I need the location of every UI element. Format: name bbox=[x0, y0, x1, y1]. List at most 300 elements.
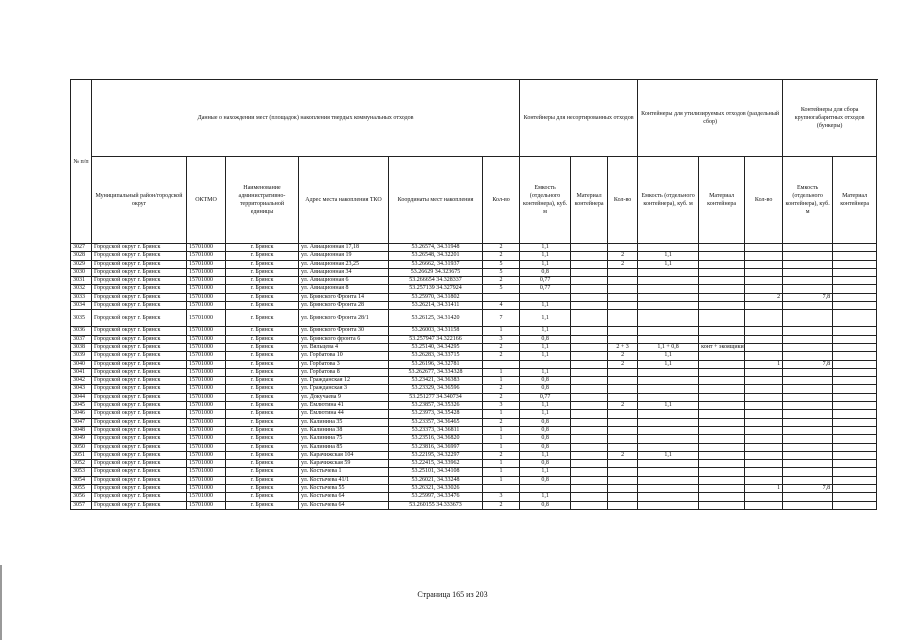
table-row bbox=[71, 393, 877, 401]
cell-material-unsorted bbox=[571, 285, 608, 293]
cell-qty-unsorted: 2 bbox=[483, 277, 520, 285]
cell-material-unsorted bbox=[571, 460, 608, 468]
cell-territory: г. Брянск bbox=[226, 501, 299, 509]
cell-volume-separate bbox=[638, 393, 699, 401]
cell-material-unsorted bbox=[571, 435, 608, 443]
header-row-no: № п/п bbox=[71, 80, 92, 244]
cell-district: Городской округ г. Брянск bbox=[92, 410, 187, 418]
cell-volume-bulky bbox=[783, 385, 833, 393]
cell-coordinates: 53.251277 34.340734 bbox=[389, 393, 483, 401]
cell-material-bulky bbox=[833, 360, 877, 368]
table-row bbox=[71, 368, 877, 376]
cell-volume-unsorted: 0,77 bbox=[520, 277, 571, 285]
cell-material-bulky bbox=[833, 410, 877, 418]
cell-material-bulky bbox=[833, 260, 877, 268]
cell-qty-unsorted: 5 bbox=[483, 285, 520, 293]
cell-material-unsorted bbox=[571, 352, 608, 360]
cell-oktmo: 15701000 bbox=[187, 418, 226, 426]
cell-row-number: 3038 bbox=[71, 343, 92, 351]
table-row bbox=[71, 435, 877, 443]
cell-address: ул. Брянского Фронта 28 bbox=[299, 302, 389, 310]
cell-address: ул. Калинина 35 bbox=[299, 418, 389, 426]
cell-volume-unsorted: 0,8 bbox=[520, 385, 571, 393]
cell-address: ул. Горбатова 10 bbox=[299, 352, 389, 360]
cell-row-number: 3027 bbox=[71, 244, 92, 252]
cell-district: Городской округ г. Брянск bbox=[92, 443, 187, 451]
cell-material-bulky bbox=[833, 402, 877, 410]
cell-material-unsorted bbox=[571, 360, 608, 368]
cell-territory: г. Брянск bbox=[226, 268, 299, 276]
table-row bbox=[71, 252, 877, 260]
cell-qty-unsorted: 2 bbox=[483, 501, 520, 509]
table-row bbox=[71, 501, 877, 509]
cell-district: Городской округ г. Брянск bbox=[92, 468, 187, 476]
cell-qty-unsorted: 2 bbox=[483, 244, 520, 252]
cell-volume-bulky bbox=[783, 426, 833, 434]
table-row bbox=[71, 410, 877, 418]
cell-volume-separate bbox=[638, 501, 699, 509]
cell-material-bulky bbox=[833, 501, 877, 509]
cell-qty-bulky bbox=[745, 435, 783, 443]
cell-volume-bulky bbox=[783, 377, 833, 385]
cell-qty-separate bbox=[608, 335, 638, 343]
cell-qty-unsorted: 2 bbox=[483, 451, 520, 459]
cell-row-number: 3041 bbox=[71, 368, 92, 376]
cell-coordinates: 53.23329, 34.36596 bbox=[389, 385, 483, 393]
cell-row-number: 3054 bbox=[71, 476, 92, 484]
cell-address: ул. Докучаева 9 bbox=[299, 393, 389, 401]
cell-coordinates: 53.26548, 34.32201 bbox=[389, 252, 483, 260]
cell-volume-separate bbox=[638, 268, 699, 276]
cell-oktmo: 15701000 bbox=[187, 451, 226, 459]
cell-material-separate: конт + экоящики bbox=[699, 343, 745, 351]
cell-address: ул. Брянского фронта 6 bbox=[299, 335, 389, 343]
cell-volume-unsorted: 1,1 bbox=[520, 451, 571, 459]
cell-material-unsorted bbox=[571, 252, 608, 260]
cell-oktmo: 15701000 bbox=[187, 493, 226, 501]
cell-material-separate bbox=[699, 468, 745, 476]
cell-row-number: 3044 bbox=[71, 393, 92, 401]
cell-qty-separate bbox=[608, 377, 638, 385]
cell-coordinates: 53.25140, 34.34295 bbox=[389, 343, 483, 351]
cell-qty-unsorted bbox=[483, 485, 520, 493]
cell-material-unsorted bbox=[571, 310, 608, 327]
cell-volume-bulky bbox=[783, 277, 833, 285]
cell-volume-bulky bbox=[783, 451, 833, 459]
cell-coordinates: 53.23816, 34.36997 bbox=[389, 443, 483, 451]
cell-material-unsorted bbox=[571, 501, 608, 509]
cell-coordinates: 53.26125, 34.31420 bbox=[389, 310, 483, 327]
cell-volume-bulky: 7,8 bbox=[783, 485, 833, 493]
cell-territory: г. Брянск bbox=[226, 352, 299, 360]
cell-coordinates: 53.26629 34.323675 bbox=[389, 268, 483, 276]
cell-qty-separate bbox=[608, 418, 638, 426]
cell-volume-bulky bbox=[783, 368, 833, 376]
cell-territory: г. Брянск bbox=[226, 377, 299, 385]
cell-qty-separate: 2 bbox=[608, 360, 638, 368]
cell-oktmo: 15701000 bbox=[187, 443, 226, 451]
cell-row-number: 3036 bbox=[71, 327, 92, 335]
cell-oktmo: 15701000 bbox=[187, 426, 226, 434]
cell-qty-bulky bbox=[745, 368, 783, 376]
cell-qty-unsorted: 2 bbox=[483, 252, 520, 260]
header-volume-separate: Емкость (отдельного контейнера), куб. м bbox=[638, 157, 699, 244]
cell-volume-bulky bbox=[783, 493, 833, 501]
cell-material-unsorted bbox=[571, 260, 608, 268]
cell-oktmo: 15701000 bbox=[187, 327, 226, 335]
cell-material-unsorted bbox=[571, 451, 608, 459]
cell-material-separate bbox=[699, 485, 745, 493]
cell-qty-separate bbox=[608, 244, 638, 252]
cell-district: Городской округ г. Брянск bbox=[92, 493, 187, 501]
cell-territory: г. Брянск bbox=[226, 485, 299, 493]
cell-qty-bulky bbox=[745, 268, 783, 276]
cell-coordinates: 53.26003, 34.31158 bbox=[389, 327, 483, 335]
cell-oktmo: 15701000 bbox=[187, 435, 226, 443]
cell-volume-bulky bbox=[783, 460, 833, 468]
cell-territory: г. Брянск bbox=[226, 426, 299, 434]
cell-material-bulky bbox=[833, 435, 877, 443]
cell-district: Городской округ г. Брянск bbox=[92, 302, 187, 310]
cell-volume-separate bbox=[638, 476, 699, 484]
cell-volume-separate bbox=[638, 277, 699, 285]
cell-qty-unsorted: 7 bbox=[483, 310, 520, 327]
cell-material-separate bbox=[699, 285, 745, 293]
cell-address: ул. Гражданская 12 bbox=[299, 377, 389, 385]
table-header-row-1 bbox=[71, 80, 877, 157]
cell-qty-bulky bbox=[745, 377, 783, 385]
cell-qty-unsorted: 1 bbox=[483, 377, 520, 385]
cell-oktmo: 15701000 bbox=[187, 468, 226, 476]
cell-coordinates: 53.26021, 34.33248 bbox=[389, 476, 483, 484]
cell-material-bulky bbox=[833, 368, 877, 376]
header-volume-unsorted: Емкость (отдельного контейнера), куб. м bbox=[520, 157, 571, 244]
cell-oktmo: 15701000 bbox=[187, 402, 226, 410]
cell-material-separate bbox=[699, 244, 745, 252]
table-row bbox=[71, 402, 877, 410]
cell-row-number: 3030 bbox=[71, 268, 92, 276]
cell-qty-bulky bbox=[745, 451, 783, 459]
cell-qty-separate bbox=[608, 285, 638, 293]
header-coordinates: Координаты мест накопления bbox=[389, 157, 483, 244]
cell-address: ул. Костычева 41/1 bbox=[299, 476, 389, 484]
cell-material-separate bbox=[699, 252, 745, 260]
cell-volume-separate bbox=[638, 293, 699, 301]
cell-volume-separate bbox=[638, 327, 699, 335]
cell-material-unsorted bbox=[571, 493, 608, 501]
cell-volume-separate bbox=[638, 335, 699, 343]
cell-qty-separate: 2 bbox=[608, 260, 638, 268]
cell-qty-unsorted bbox=[483, 360, 520, 368]
cell-material-unsorted bbox=[571, 410, 608, 418]
cell-material-separate bbox=[699, 310, 745, 327]
cell-qty-separate bbox=[608, 268, 638, 276]
cell-coordinates: 53.26214, 34.31411 bbox=[389, 302, 483, 310]
cell-material-unsorted bbox=[571, 485, 608, 493]
cell-volume-separate bbox=[638, 377, 699, 385]
cell-material-unsorted bbox=[571, 368, 608, 376]
cell-material-bulky bbox=[833, 476, 877, 484]
cell-territory: г. Брянск bbox=[226, 493, 299, 501]
table-row bbox=[71, 460, 877, 468]
cell-qty-bulky bbox=[745, 385, 783, 393]
cell-material-bulky bbox=[833, 293, 877, 301]
cell-address: ул. Костычева 55 bbox=[299, 485, 389, 493]
cell-address: ул. Авиационная 34 bbox=[299, 268, 389, 276]
cell-territory: г. Брянск bbox=[226, 260, 299, 268]
cell-coordinates: 53.23373, 34.36811 bbox=[389, 426, 483, 434]
cell-volume-separate bbox=[638, 410, 699, 418]
cell-district: Городской округ г. Брянск bbox=[92, 485, 187, 493]
cell-oktmo: 15701000 bbox=[187, 268, 226, 276]
cell-oktmo: 15701000 bbox=[187, 302, 226, 310]
cell-oktmo: 15701000 bbox=[187, 501, 226, 509]
cell-material-bulky bbox=[833, 460, 877, 468]
cell-address: ул. Горбатова 8 bbox=[299, 368, 389, 376]
cell-territory: г. Брянск bbox=[226, 277, 299, 285]
cell-district: Городской округ г. Брянск bbox=[92, 501, 187, 509]
cell-coordinates: 53.26196, 34.32781 bbox=[389, 360, 483, 368]
cell-volume-separate bbox=[638, 385, 699, 393]
cell-coordinates: 53.22415, 34.33962 bbox=[389, 460, 483, 468]
cell-qty-separate bbox=[608, 385, 638, 393]
cell-volume-bulky bbox=[783, 418, 833, 426]
table-row bbox=[71, 451, 877, 459]
cell-volume-unsorted: 0,8 bbox=[520, 418, 571, 426]
cell-qty-separate bbox=[608, 501, 638, 509]
cell-volume-separate bbox=[638, 418, 699, 426]
cell-oktmo: 15701000 bbox=[187, 277, 226, 285]
cell-material-separate bbox=[699, 360, 745, 368]
cell-qty-separate: 2 bbox=[608, 451, 638, 459]
cell-qty-unsorted: 3 bbox=[483, 493, 520, 501]
cell-qty-unsorted: 5 bbox=[483, 268, 520, 276]
cell-oktmo: 15701000 bbox=[187, 310, 226, 327]
cell-volume-unsorted: 0,77 bbox=[520, 285, 571, 293]
header-address: Адрес места накопления ТКО bbox=[299, 157, 389, 244]
cell-qty-separate bbox=[608, 393, 638, 401]
cell-qty-unsorted: 1 bbox=[483, 410, 520, 418]
cell-territory: г. Брянск bbox=[226, 302, 299, 310]
cell-material-separate bbox=[699, 476, 745, 484]
cell-volume-unsorted: 0,8 bbox=[520, 443, 571, 451]
cell-row-number: 3055 bbox=[71, 485, 92, 493]
cell-district: Городской округ г. Брянск bbox=[92, 293, 187, 301]
header-material-unsorted: Материал контейнера bbox=[571, 157, 608, 244]
header-group-unsorted: Контейнеры для несортированных отходов bbox=[520, 80, 638, 157]
cell-volume-bulky bbox=[783, 310, 833, 327]
table-row bbox=[71, 418, 877, 426]
cell-material-bulky bbox=[833, 377, 877, 385]
header-group-location: Данные о нахождении мест (площадок) накопления твердых коммунальных отходов bbox=[92, 80, 520, 157]
cell-volume-bulky bbox=[783, 285, 833, 293]
table-header-row-2 bbox=[71, 157, 877, 244]
cell-volume-separate bbox=[638, 368, 699, 376]
header-group-bulky: Контейнеры для сбора крупногабаритных отходов (бункеры) bbox=[783, 80, 877, 157]
cell-volume-unsorted bbox=[520, 360, 571, 368]
cell-district: Городской округ г. Брянск bbox=[92, 377, 187, 385]
cell-row-number: 3045 bbox=[71, 402, 92, 410]
cell-territory: г. Брянск bbox=[226, 285, 299, 293]
cell-material-bulky bbox=[833, 385, 877, 393]
cell-row-number: 3029 bbox=[71, 260, 92, 268]
cell-qty-unsorted: 5 bbox=[483, 260, 520, 268]
header-volume-bulky: Емкость (отдельного контейнера), куб. м bbox=[783, 157, 833, 244]
cell-coordinates: 53.23857, 34.35326 bbox=[389, 402, 483, 410]
cell-address: ул. Вяльцева 4 bbox=[299, 343, 389, 351]
cell-coordinates: 53.23421, 34.36383 bbox=[389, 377, 483, 385]
cell-qty-unsorted: 2 bbox=[483, 343, 520, 351]
cell-qty-separate: 2 bbox=[608, 402, 638, 410]
table-row bbox=[71, 310, 877, 327]
cell-oktmo: 15701000 bbox=[187, 352, 226, 360]
table-row bbox=[71, 244, 877, 252]
cell-row-number: 3031 bbox=[71, 277, 92, 285]
cell-district: Городской округ г. Брянск bbox=[92, 460, 187, 468]
cell-material-unsorted bbox=[571, 443, 608, 451]
table-row bbox=[71, 352, 877, 360]
cell-coordinates: 53.26321, 34.33026 bbox=[389, 485, 483, 493]
cell-district: Городской округ г. Брянск bbox=[92, 451, 187, 459]
cell-volume-unsorted: 0,77 bbox=[520, 393, 571, 401]
cell-address: ул. Брянского Фронта 28/1 bbox=[299, 310, 389, 327]
cell-territory: г. Брянск bbox=[226, 244, 299, 252]
cell-material-unsorted bbox=[571, 377, 608, 385]
cell-row-number: 3042 bbox=[71, 377, 92, 385]
cell-volume-bulky bbox=[783, 443, 833, 451]
cell-material-separate bbox=[699, 385, 745, 393]
cell-material-bulky bbox=[833, 468, 877, 476]
cell-material-bulky bbox=[833, 244, 877, 252]
cell-material-separate bbox=[699, 393, 745, 401]
cell-district: Городской округ г. Брянск bbox=[92, 327, 187, 335]
cell-qty-unsorted: 1 bbox=[483, 327, 520, 335]
cell-oktmo: 15701000 bbox=[187, 293, 226, 301]
cell-qty-bulky bbox=[745, 418, 783, 426]
cell-volume-separate: 1,1 bbox=[638, 260, 699, 268]
cell-row-number: 3037 bbox=[71, 335, 92, 343]
cell-volume-bulky bbox=[783, 393, 833, 401]
cell-volume-bulky bbox=[783, 468, 833, 476]
cell-row-number: 3035 bbox=[71, 310, 92, 327]
cell-qty-unsorted bbox=[483, 293, 520, 301]
cell-address: ул. Брянского Фронта 14 bbox=[299, 293, 389, 301]
cell-qty-unsorted: 1 bbox=[483, 368, 520, 376]
cell-material-separate bbox=[699, 260, 745, 268]
cell-material-unsorted bbox=[571, 277, 608, 285]
cell-volume-unsorted: 1,1 bbox=[520, 493, 571, 501]
table-row bbox=[71, 485, 877, 493]
cell-territory: г. Брянск bbox=[226, 443, 299, 451]
cell-volume-separate: 1,1 bbox=[638, 252, 699, 260]
cell-material-separate bbox=[699, 410, 745, 418]
cell-material-bulky bbox=[833, 302, 877, 310]
cell-qty-separate: 2 bbox=[608, 252, 638, 260]
cell-volume-unsorted: 1,1 bbox=[520, 468, 571, 476]
cell-volume-separate: 1,1 bbox=[638, 402, 699, 410]
cell-qty-separate bbox=[608, 493, 638, 501]
cell-coordinates: 53.262677, 34.334328 bbox=[389, 368, 483, 376]
cell-volume-bulky bbox=[783, 335, 833, 343]
cell-coordinates: 53.266654 34.328337 bbox=[389, 277, 483, 285]
cell-district: Городской округ г. Брянск bbox=[92, 393, 187, 401]
cell-territory: г. Брянск bbox=[226, 451, 299, 459]
cell-district: Городской округ г. Брянск bbox=[92, 476, 187, 484]
cell-volume-separate bbox=[638, 435, 699, 443]
cell-district: Городской округ г. Брянск bbox=[92, 277, 187, 285]
cell-territory: г. Брянск bbox=[226, 327, 299, 335]
cell-qty-separate bbox=[608, 277, 638, 285]
cell-qty-bulky bbox=[745, 443, 783, 451]
table-row bbox=[71, 302, 877, 310]
cell-volume-unsorted: 1,1 bbox=[520, 327, 571, 335]
cell-volume-separate bbox=[638, 485, 699, 493]
cell-material-separate bbox=[699, 460, 745, 468]
cell-volume-separate bbox=[638, 426, 699, 434]
cell-qty-separate: 2 bbox=[608, 352, 638, 360]
cell-material-unsorted bbox=[571, 476, 608, 484]
table-row bbox=[71, 385, 877, 393]
cell-address: ул. Авиационная 6 bbox=[299, 277, 389, 285]
cell-volume-unsorted: 1,1 bbox=[520, 352, 571, 360]
header-qty-unsorted: Кол-во bbox=[483, 157, 520, 244]
cell-row-number: 3051 bbox=[71, 451, 92, 459]
cell-qty-bulky bbox=[745, 277, 783, 285]
cell-qty-bulky bbox=[745, 260, 783, 268]
cell-territory: г. Брянск bbox=[226, 460, 299, 468]
cell-material-bulky bbox=[833, 310, 877, 327]
cell-material-separate bbox=[699, 418, 745, 426]
cell-qty-bulky bbox=[745, 426, 783, 434]
cell-volume-bulky: 7,8 bbox=[783, 293, 833, 301]
cell-address: ул. Костычева 64 bbox=[299, 501, 389, 509]
cell-material-bulky bbox=[833, 451, 877, 459]
cell-volume-bulky bbox=[783, 352, 833, 360]
cell-district: Городской округ г. Брянск bbox=[92, 360, 187, 368]
cell-territory: г. Брянск bbox=[226, 252, 299, 260]
cell-territory: г. Брянск bbox=[226, 310, 299, 327]
cell-material-unsorted bbox=[571, 343, 608, 351]
cell-material-bulky bbox=[833, 493, 877, 501]
cell-qty-unsorted: 2 bbox=[483, 385, 520, 393]
cell-qty-separate bbox=[608, 310, 638, 327]
header-material-bulky: Материал контейнера bbox=[833, 157, 877, 244]
cell-material-separate bbox=[699, 293, 745, 301]
cell-qty-bulky bbox=[745, 493, 783, 501]
cell-volume-unsorted: 1,1 bbox=[520, 410, 571, 418]
cell-volume-separate bbox=[638, 310, 699, 327]
cell-address: ул. Костычева 64 bbox=[299, 493, 389, 501]
cell-volume-separate bbox=[638, 493, 699, 501]
header-territory: Наименование административно-территориальной единицы bbox=[226, 157, 299, 244]
cell-address: ул. Авиационная 8 bbox=[299, 285, 389, 293]
cell-oktmo: 15701000 bbox=[187, 476, 226, 484]
cell-coordinates: 53.22195, 34.32297 bbox=[389, 451, 483, 459]
cell-address: ул. Калинина 38 bbox=[299, 426, 389, 434]
cell-address: ул. Авиационная 19 bbox=[299, 252, 389, 260]
cell-volume-separate: 1,1 bbox=[638, 360, 699, 368]
cell-address: ул. Авиационная 23,25 bbox=[299, 260, 389, 268]
cell-material-unsorted bbox=[571, 244, 608, 252]
cell-row-number: 3052 bbox=[71, 460, 92, 468]
cell-qty-bulky bbox=[745, 476, 783, 484]
cell-volume-unsorted: 1,1 bbox=[520, 302, 571, 310]
cell-oktmo: 15701000 bbox=[187, 343, 226, 351]
cell-district: Городской округ г. Брянск bbox=[92, 352, 187, 360]
cell-district: Городской округ г. Брянск bbox=[92, 435, 187, 443]
cell-oktmo: 15701000 bbox=[187, 244, 226, 252]
cell-district: Городской округ г. Брянск bbox=[92, 385, 187, 393]
